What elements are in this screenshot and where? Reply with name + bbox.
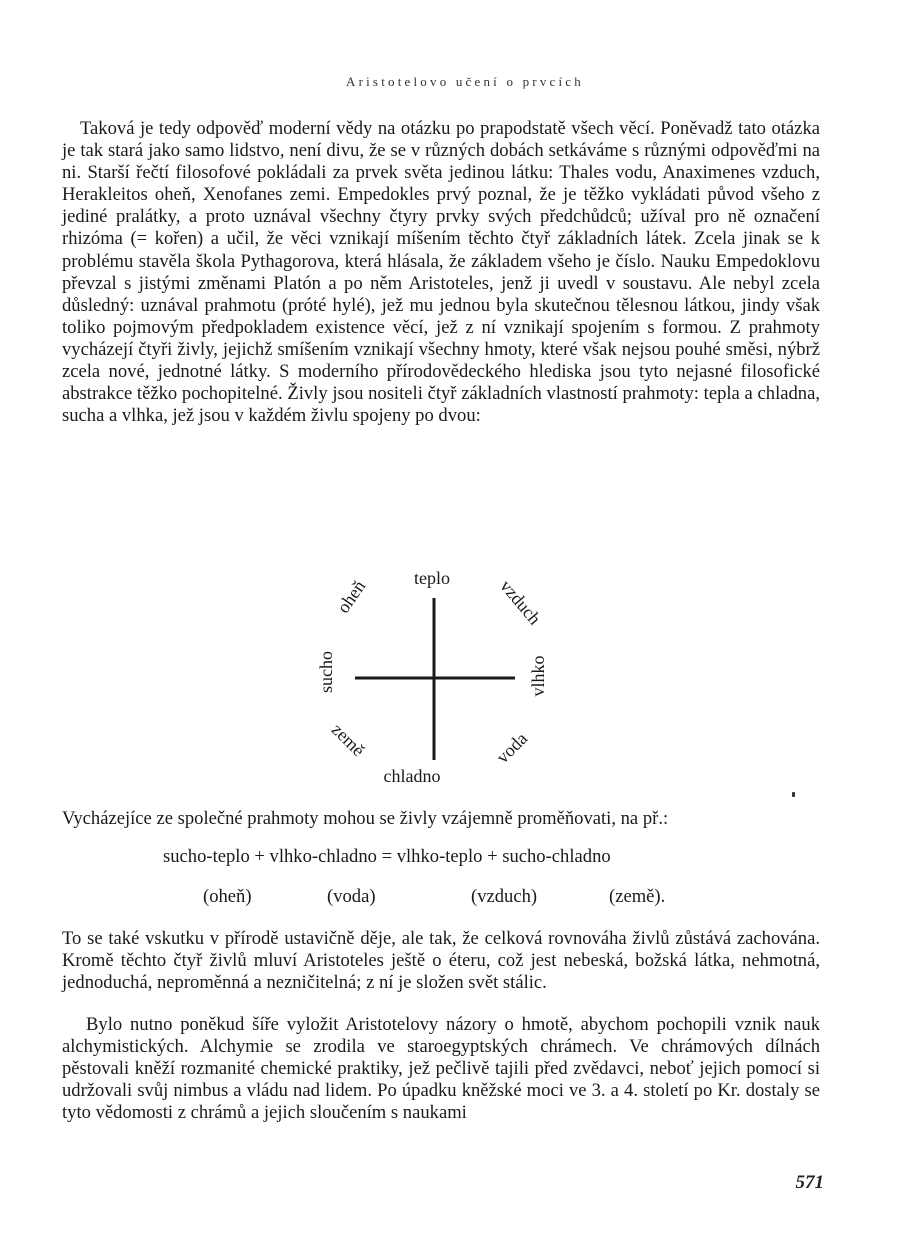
equation-name-water: (voda) (327, 886, 376, 907)
equation-name-earth: (země). (609, 886, 666, 907)
equation-element-names (0, 886, 900, 910)
diagram-label-top-right: vzduch (496, 575, 545, 629)
diagram-label-bottom-left: země (327, 719, 369, 761)
paragraph-ether: To se také vskutku v přírodě ustavičně děje, ale tak, že celková rovnováha živlů zůstává zachována. Kromě těchto čtyř živlů mluví Aristoteles ještě o éteru, což jest nebeská, božská látka, nehmotná, jednoduchá, neproměnná a nezničitelná; z ní je složen svět stálic. (62, 928, 820, 994)
diagram-label-right: vlhko (528, 655, 548, 697)
diagram-label-top: teplo (414, 568, 450, 588)
equation-name-air: (vzduch) (471, 886, 538, 907)
paragraph-transformation: Vycházejíce ze společné prahmoty mohou se živly vzájemně proměňovati, na př.: (62, 808, 669, 829)
page-number: 571 (795, 1172, 824, 1193)
print-speck (792, 792, 795, 797)
equation-line: sucho-teplo + vlhko-chladno = vlhko-teplo + sucho-chladno (163, 846, 611, 867)
paragraph-alchemy: Bylo nutno poněkud šíře vyložit Aristotelovy názory o hmotě, abychom pochopili vznik nauk alchymistických. Alchymie se zrodila ve staroegyptských chrámech. Ve chrámových dílnách pěstovali kněží rozmanité chemické praktiky, jež pečlivě tajili před zvědavci, neboť jejich pomocí si udržovali svůj nimbus a vládu nad lidem. Po úpadku kněžské moci ve 3. a 4. století po Kr. dostaly se tyto vědomosti z chrámů a jejich sloučením s naukami (62, 1014, 820, 1124)
running-head: Aristotelovo učení o prvcích (346, 74, 584, 89)
paragraph-elements-intro: Taková je tedy odpověď moderní vědy na otázku po prapodstatě všech věcí. Poněvadž tato otázka je tak stará jako samo lidstvo, není divu, že se v různých dobách setkáváme s různými odpověďmi na ni. Starší řečtí filosofové pokládali za prvek světa jedinou látku: Thales vodu, Anaximenes vzduch, Herakleitos oheň, Xenofanes zemi. Empedokles prvý poznal, že je těžko vykládati původ všeho z jediné pralátky, a proto uznával všechny čtyry prvky svých předchůdců; užíval pro ně označení rhizóma (= kořen) a učil, že věci vznikají míšením těchto čtyř základních látek. Zcela jinak se k problému stavěla škola Pythagorova, která hlásala, že základem všeho je číslo. Nauku Empedoklovu převzal s jistými změnami Platón a po něm Aristoteles, jenž ji uvedl v soustavu. Ale nebyl zcela důsledný: uznával prahmotu (próté hylé), jež mu jednou byla skutečnou tělesnou látkou, jindy však toliko pojmovým předpokladem existence věcí, jež z ní vznikají spojením s formou. Z prahmoty vycházejí čtyři živly, jejichž smíšením vznikají všechny hmoty, které však nejsou pouhé směsi, nýbrž zcela nové, jednotné látky. S moderního přírodovědeckého hlediska jsou tyto nejasné filosofické abstrakce těžko pochopitelné. Živly jsou nositeli čtyř základních vlastností prahmoty: tepla a chladna, sucha a vlhka, jež jsou v každém živlu spojeny po dvou: (62, 118, 820, 427)
diagram-label-bottom: chladno (383, 766, 441, 786)
diagram-label-bottom-right: voda (492, 728, 532, 768)
diagram-label-left: sucho (316, 651, 336, 693)
elements-diagram (300, 560, 580, 790)
equation-name-fire: (oheň) (203, 886, 252, 907)
diagram-label-top-left: oheň (332, 576, 370, 617)
